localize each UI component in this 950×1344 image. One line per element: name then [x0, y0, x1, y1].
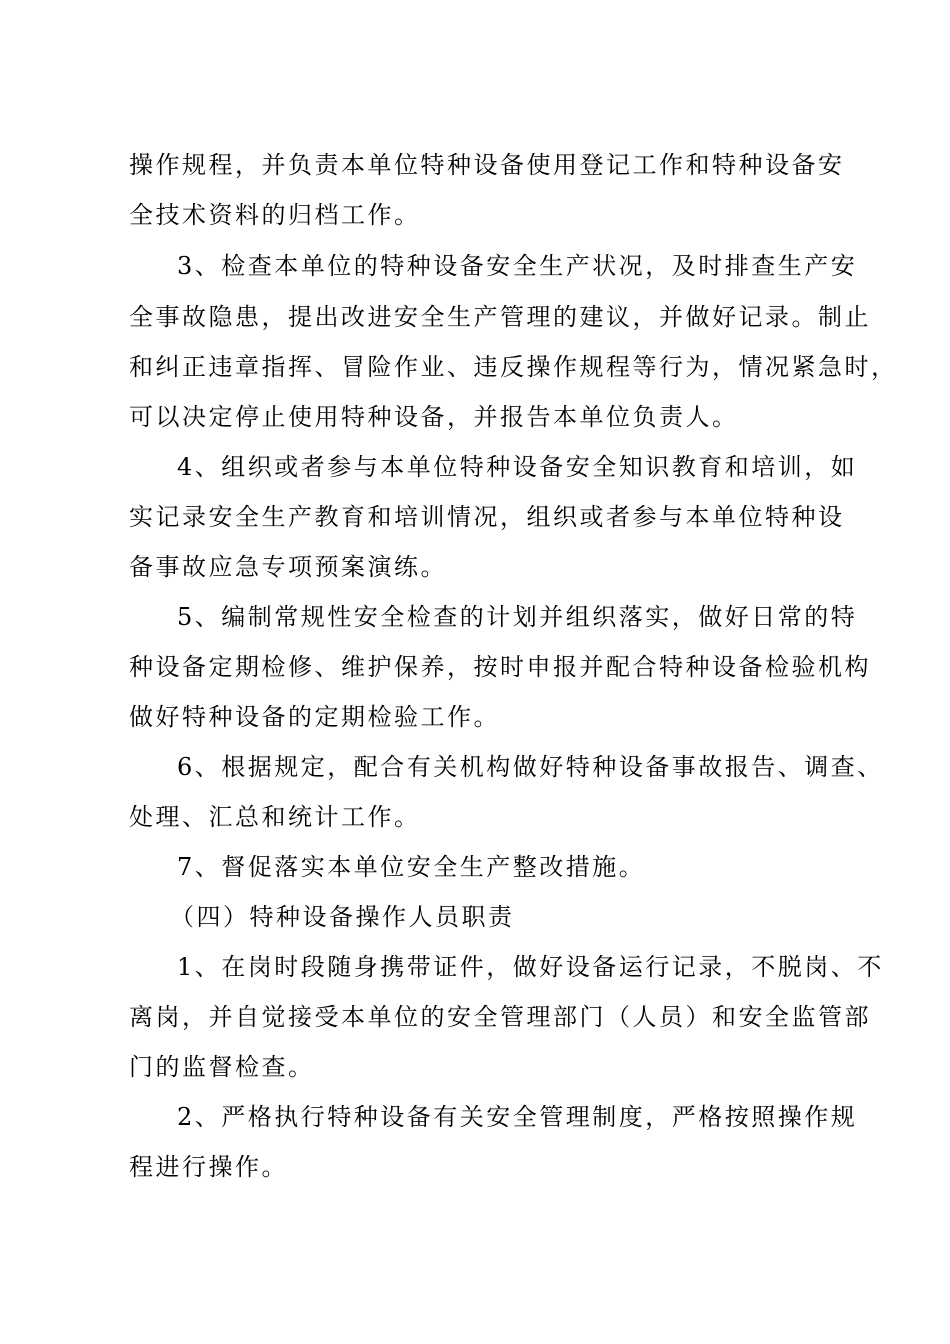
text-line-7: 4、组织或者参与本单位特种设备安全知识教育和培训，如	[177, 453, 858, 481]
text-line-6: 可以决定停止使用特种设备，并报告本单位负责人。	[129, 403, 739, 431]
text-line-5: 和纠正违章指挥、冒险作业、违反操作规程等行为，情况紧急时，	[129, 353, 898, 381]
text-line-20: 2、严格执行特种设备有关安全管理制度，严格按照操作规	[177, 1103, 858, 1131]
text-line-10: 5、编制常规性安全检查的计划并组织落实，做好日常的特	[177, 603, 858, 631]
text-line-18: 离岗，并自觉接受本单位的安全管理部门（人员）和安全监管部	[129, 1003, 871, 1031]
text-line-19: 门的监督检查。	[129, 1053, 315, 1081]
text-line-21: 程进行操作。	[129, 1153, 288, 1181]
text-line-2: 全技术资料的归档工作。	[129, 201, 421, 229]
text-line-13: 6、根据规定，配合有关机构做好特种设备事故报告、调查、	[177, 753, 884, 781]
text-line-12: 做好特种设备的定期检验工作。	[129, 703, 500, 731]
text-line-4: 全事故隐患，提出改进安全生产管理的建议，并做好记录。制止	[129, 303, 871, 331]
section-heading: （四）特种设备操作人员职责	[170, 903, 515, 931]
text-line-14: 处理、汇总和统计工作。	[129, 803, 421, 831]
text-line-15: 7、督促落实本单位安全生产整改措施。	[177, 853, 646, 881]
text-line-11: 种设备定期检修、维护保养，按时申报并配合特种设备检验机构	[129, 653, 871, 681]
text-line-8: 实记录安全生产教育和培训情况，组织或者参与本单位特种设	[129, 503, 845, 531]
text-line-17: 1、在岗时段随身携带证件，做好设备运行记录，不脱岗、不	[177, 953, 884, 981]
text-line-1: 操作规程，并负责本单位特种设备使用登记工作和特种设备安	[129, 151, 845, 179]
text-line-3: 3、检查本单位的特种设备安全生产状况，及时排查生产安	[177, 252, 858, 280]
text-line-9: 备事故应急专项预案演练。	[129, 553, 447, 581]
